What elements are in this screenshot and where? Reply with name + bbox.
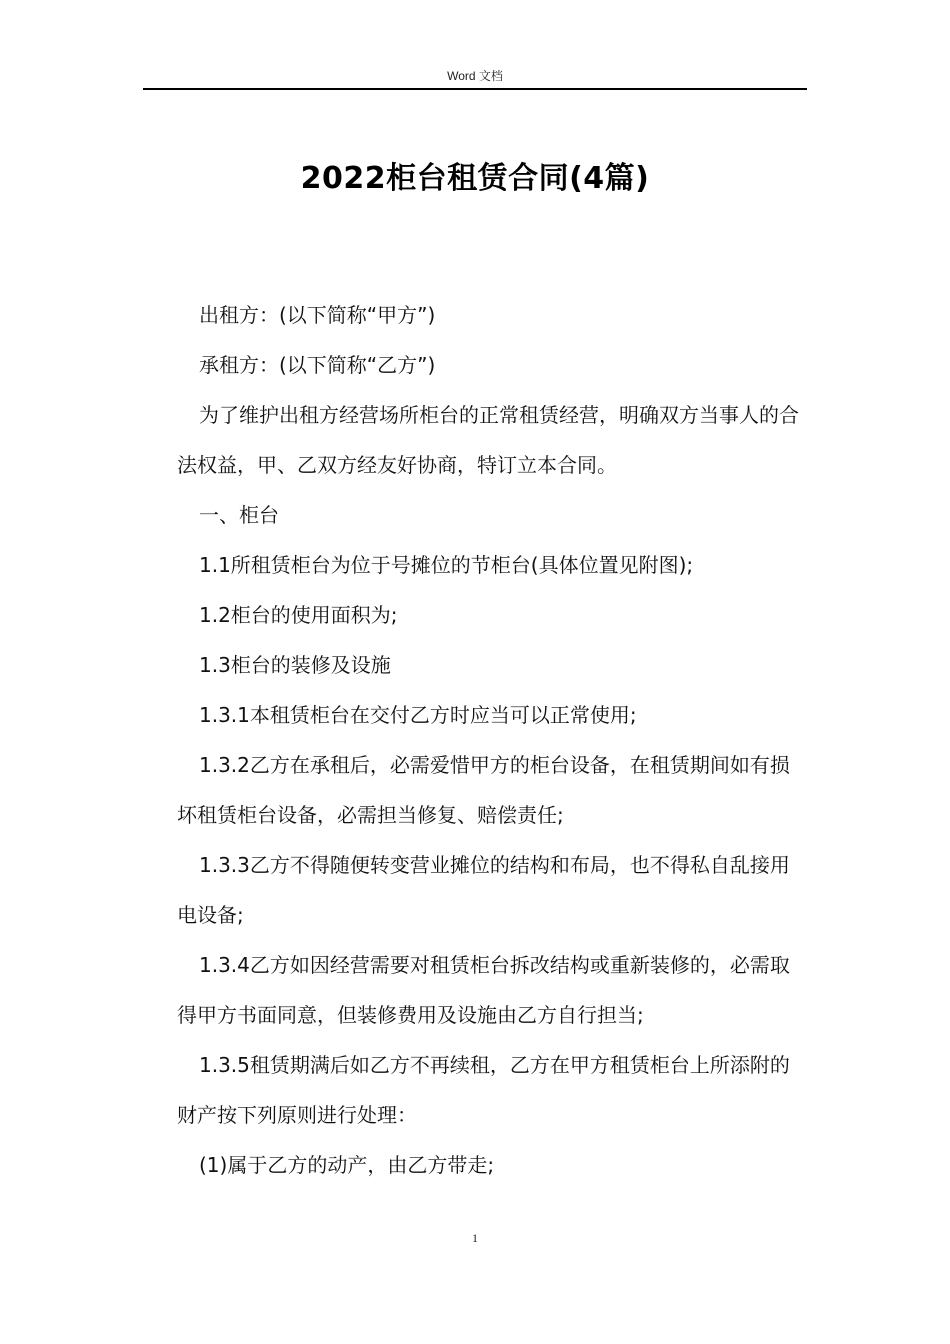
paragraph-clause-1-3-5: 1.3.5租赁期满后如乙方不再续租，乙方在甲方租赁柜台上所添附的财产按下列原则进行处理： bbox=[177, 1053, 790, 1127]
paragraph-purpose: 为了维护出租方经营场所柜台的正常租赁经营，明确双方当事人的合法权益，甲、乙双方经友好协商，特订立本合同。 bbox=[177, 403, 799, 477]
header-text: Word 文档 bbox=[447, 69, 503, 83]
paragraph-clause-1-1: 1.1所租赁柜台为位于号摊位的节柜台(具体位置见附图); bbox=[199, 553, 694, 577]
page-header bbox=[143, 66, 807, 90]
section-heading: 一、柜台 bbox=[199, 503, 279, 527]
paragraph-clause-1-2: 1.2柜台的使用面积为; bbox=[199, 603, 398, 627]
document-body bbox=[177, 290, 807, 1190]
page-number: 1 bbox=[472, 1231, 478, 1245]
paragraph-clause-1-3-1: 1.3.1本租赁柜台在交付乙方时应当可以正常使用; bbox=[199, 703, 637, 727]
paragraph-clause-1-3-3: 1.3.3乙方不得随便转变营业摊位的结构和布局，也不得私自乱接用电设备; bbox=[177, 853, 790, 927]
paragraph-clause-1-3-4: 1.3.4乙方如因经营需要对租赁柜台拆改结构或重新装修的，必需取得甲方书面同意，但装修费用及设施由乙方自行担当; bbox=[177, 953, 790, 1027]
document-title: 2022柜台租赁合同(4篇) bbox=[300, 161, 650, 196]
paragraph-lessee: 承租方：(以下简称“乙方”) bbox=[199, 353, 436, 377]
paragraph-clause-1-3: 1.3柜台的装修及设施 bbox=[199, 653, 391, 677]
paragraph-lessor: 出租方：(以下简称“甲方”) bbox=[199, 303, 436, 327]
paragraph-item-1: (1)属于乙方的动产，由乙方带走; bbox=[199, 1153, 495, 1177]
paragraph-clause-1-3-2: 1.3.2乙方在承租后，必需爱惜甲方的柜台设备，在租赁期间如有损坏租赁柜台设备，必需担当修复、赔偿责任; bbox=[177, 753, 790, 827]
